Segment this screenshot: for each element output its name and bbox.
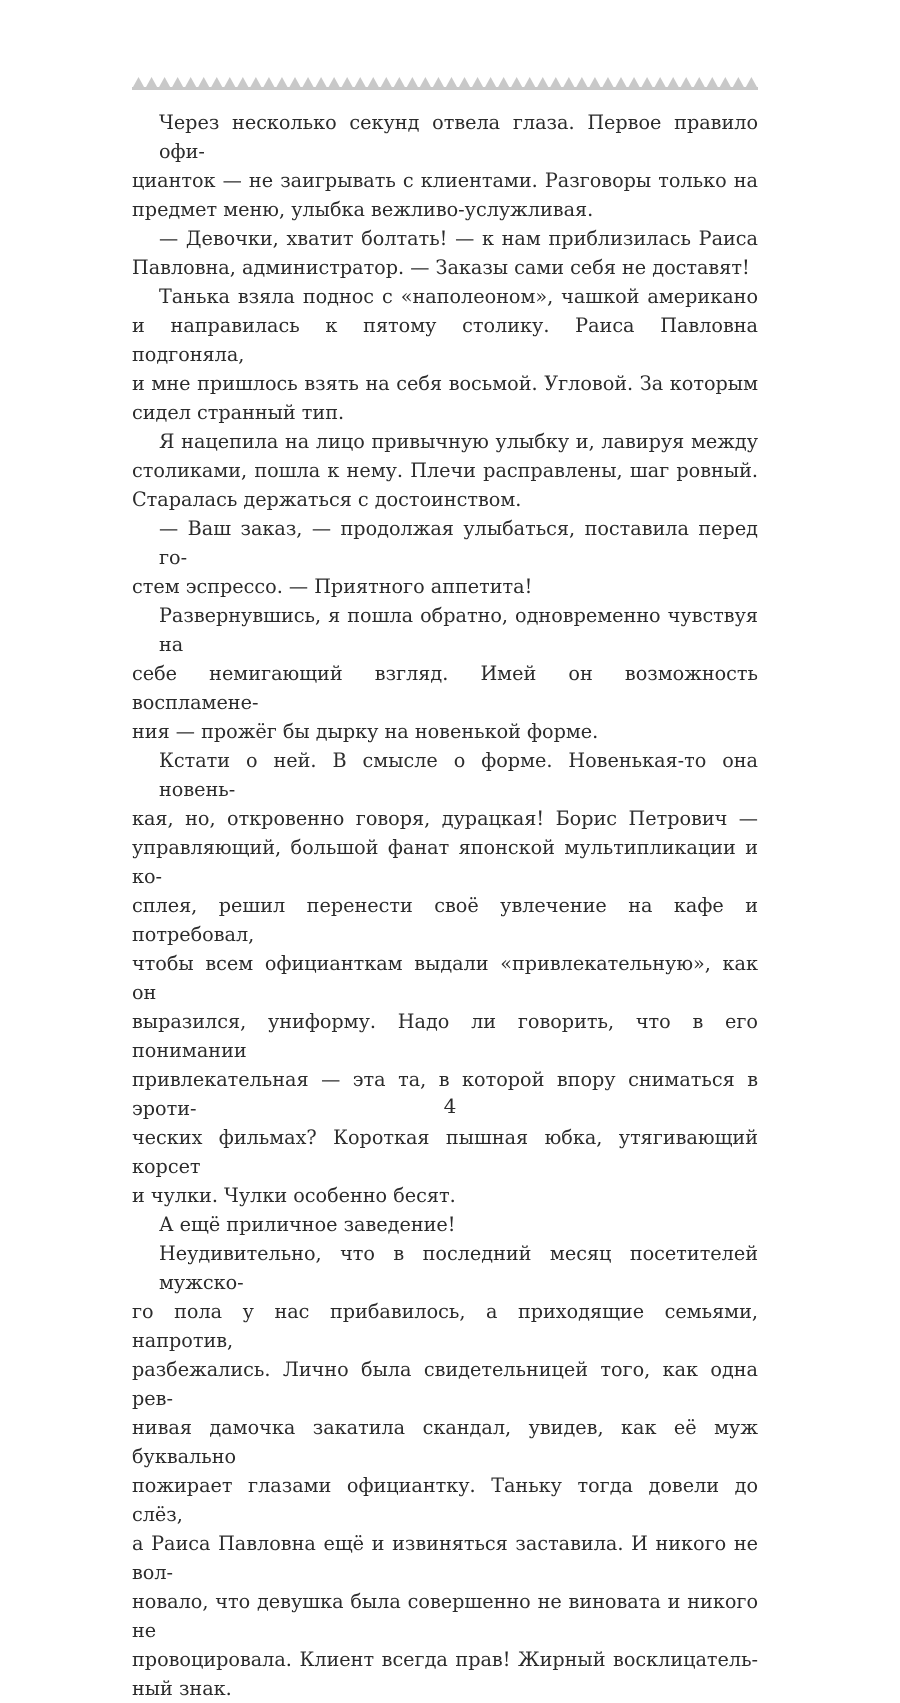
text-line: себе немигающий взгляд. Имей он возможность воспламене-: [132, 662, 758, 714]
text-line: Неудивительно, что в последний месяц посетителей мужско-: [159, 1242, 758, 1294]
ornament-triangle: [211, 77, 222, 87]
text-line: кая, но, откровенно говоря, дурацкая! Борис Петрович —: [132, 807, 758, 830]
text-line: провоцировала. Клиент всегда прав! Жирный восклицатель-: [132, 1648, 758, 1671]
text-line: ния — прожёг бы дырку на новенькой форме.: [132, 720, 599, 743]
ornament-triangle: [537, 77, 548, 87]
ornament-triangle: [394, 77, 405, 87]
ornament-triangle: [368, 77, 379, 87]
ornament-triangle: [459, 77, 470, 87]
ornament-triangle: [694, 77, 705, 87]
ornament-triangle: [720, 77, 731, 87]
text-line: — Девочки, хватит болтать! — к нам приблизилась Раиса: [159, 227, 758, 250]
ornament-triangle: [563, 77, 574, 87]
ornament-triangle: [733, 77, 744, 87]
ornament-triangle: [485, 77, 496, 87]
ornament-triangle: [198, 77, 209, 87]
text-line: го пола у нас прибавилось, а приходящие семьями, напротив,: [132, 1300, 758, 1352]
ornament-triangle: [498, 77, 509, 87]
paragraph: [132, 108, 758, 224]
ornament-triangle: [668, 77, 679, 87]
ornament-triangle: [707, 77, 718, 87]
ornament-triangle: [511, 77, 522, 87]
text-line: предмет меню, улыбка вежливо-услужливая.: [132, 198, 594, 221]
ornament-triangle: [329, 77, 340, 87]
ornament-triangle: [550, 77, 561, 87]
text-line: стем эспрессо. — Приятного аппетита!: [132, 575, 533, 598]
text-line: ный знак.: [132, 1677, 232, 1700]
paragraph: [132, 601, 758, 746]
ornament-triangle: [146, 77, 157, 87]
ornament-triangle: [524, 77, 535, 87]
paragraph: [132, 746, 758, 1210]
ornament-triangle: [407, 77, 418, 87]
paragraph: [132, 514, 758, 601]
text-line: Я нацепила на лицо привычную улыбку и, лавируя между: [159, 430, 758, 453]
ornament-triangle: [642, 77, 653, 87]
ornament-triangle: [237, 77, 248, 87]
ornament-triangle: [342, 77, 353, 87]
ornament-triangle: [602, 77, 613, 87]
ornament-triangle: [224, 77, 235, 87]
header-ornament: [132, 70, 758, 90]
ornament-triangle: [472, 77, 483, 87]
ornament-triangle: [420, 77, 431, 87]
text-line: — Ваш заказ, — продолжая улыбаться, поставила перед го-: [159, 517, 758, 569]
text-line: сидел странный тип.: [132, 401, 345, 424]
ornament-triangle: [263, 77, 274, 87]
text-line: а Раиса Павловна ещё и извиняться заставила. И никого не вол-: [132, 1532, 758, 1584]
text-line: новало, что девушка была совершенно не виновата и никого не: [132, 1590, 758, 1642]
text-line: Танька взяла поднос с «наполеоном», чашкой американо: [159, 285, 758, 308]
paragraph: [132, 427, 758, 514]
text-line: и мне пришлось взять на себя восьмой. Угловой. За которым: [132, 372, 758, 395]
ornament-triangle: [576, 77, 587, 87]
paragraph: [132, 224, 758, 282]
text-line: разбежались. Лично была свидетельницей того, как одна рев-: [132, 1358, 758, 1410]
text-line: пожирает глазами официантку. Таньку тогда довели до слёз,: [132, 1474, 758, 1526]
text-line: чтобы всем официанткам выдали «привлекательную», как он: [132, 952, 758, 1004]
page-number: 4: [443, 1094, 457, 1118]
text-line: и направилась к пятому столику. Раиса Павловна подгоняла,: [132, 314, 758, 366]
ornament-triangle: [355, 77, 366, 87]
text-line: привлекательная — эта та, в которой впору сниматься в эроти-: [132, 1068, 758, 1120]
ornament-triangle: [250, 77, 261, 87]
text-line: Павловна, администратор. — Заказы сами себя не доставят!: [132, 256, 750, 279]
ornament-triangle: [276, 77, 287, 87]
ornament-triangle: [381, 77, 392, 87]
paragraph: [132, 1239, 758, 1703]
text-line: выразился, униформу. Надо ли говорить, что в его понимании: [132, 1010, 758, 1062]
ornament-triangle: [316, 77, 327, 87]
text-line: Через несколько секунд отвела глаза. Первое правило офи-: [159, 111, 758, 163]
ornament-triangle: [681, 77, 692, 87]
ornament-triangle: [159, 77, 170, 87]
ornament-triangle: [655, 77, 666, 87]
text-line: Кстати о ней. В смысле о форме. Новенькая-то она новень-: [159, 749, 758, 801]
ornament-triangle: [615, 77, 626, 87]
paragraph: [132, 1210, 758, 1239]
text-line: Старалась держаться с достоинством.: [132, 488, 522, 511]
text-line: А ещё приличное заведение!: [159, 1213, 456, 1236]
ornament-triangle: [172, 77, 183, 87]
ornament-triangle: [629, 77, 640, 87]
ornament-triangle: [446, 77, 457, 87]
ornament-triangle: [133, 77, 144, 87]
ornament-triangle: [303, 77, 314, 87]
body-text: [132, 108, 758, 1703]
text-line: цианток — не заигрывать с клиентами. Разговоры только на: [132, 169, 758, 192]
ornament-triangle: [185, 77, 196, 87]
text-line: ческих фильмах? Короткая пышная юбка, утягивающий корсет: [132, 1126, 758, 1178]
text-line: управляющий, большой фанат японской мультипликации и ко-: [132, 836, 758, 888]
ornament-triangle: [746, 77, 757, 87]
ornament-triangle: [289, 77, 300, 87]
text-line: сплея, решил перенести своё увлечение на кафе и потребовал,: [132, 894, 758, 946]
text-line: нивая дамочка закатила скандал, увидев, как её муж буквально: [132, 1416, 758, 1468]
paragraph: [132, 282, 758, 427]
text-line: и чулки. Чулки особенно бесят.: [132, 1184, 456, 1207]
ornament-triangle: [589, 77, 600, 87]
text-line: столиками, пошла к нему. Плечи расправлены, шаг ровный.: [132, 459, 758, 482]
ornament-triangle: [433, 77, 444, 87]
text-line: Развернувшись, я пошла обратно, одновременно чувствуя на: [159, 604, 758, 656]
